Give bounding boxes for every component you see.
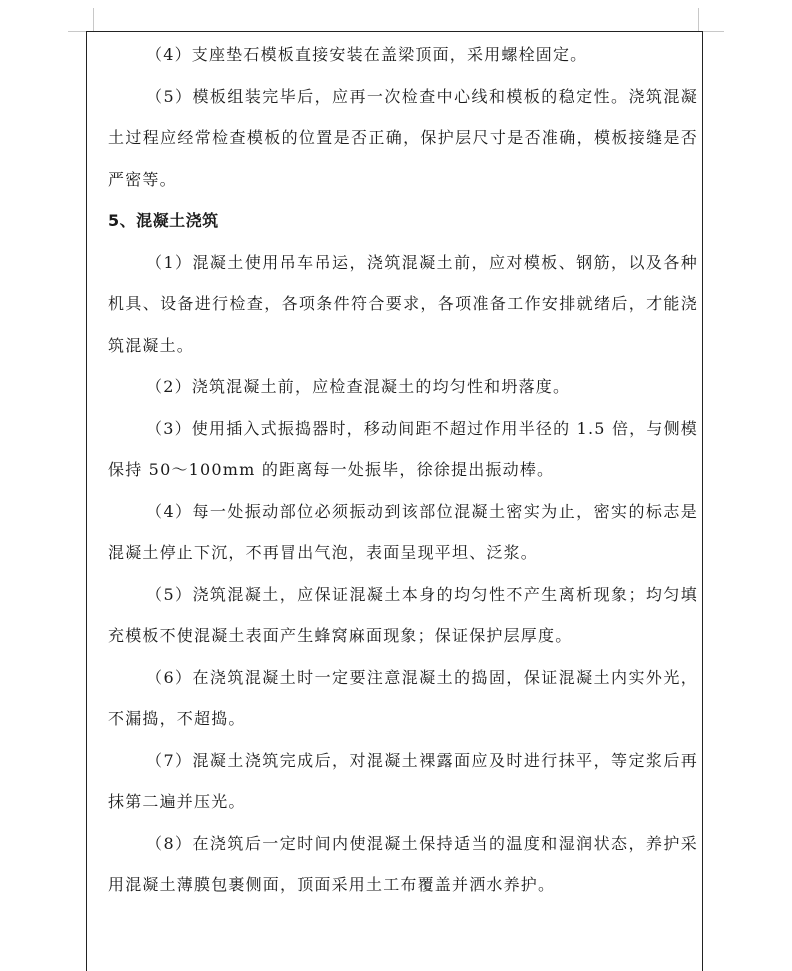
paragraph-item-4-vibration-compaction: （4）每一处振动部位必须振动到该部位混凝土密实为止，密实的标志是混凝土停止下沉，不再冒出气泡，表面呈现平坦、泛浆。 — [108, 501, 698, 562]
paragraph-item-6-tamping: （6）在浇筑混凝土时一定要注意混凝土的捣固，保证混凝土内实外光，不漏捣，不超捣。 — [108, 667, 698, 728]
paragraph-item-7-finishing: （7）混凝土浇筑完成后，对混凝土裸露面应及时进行抹平，等定浆后再抹第二遍并压光。 — [108, 750, 698, 811]
crop-mark-top-left-vertical — [93, 8, 94, 32]
document-body — [108, 34, 698, 906]
paragraph-item-5-uniformity: （5）浇筑混凝土，应保证混凝土本身的均匀性不产生离析现象；均匀填充模板不使混凝土表面产生蜂窝麻面现象；保证保护层厚度。 — [108, 584, 698, 645]
paragraph-item-8-curing: （8）在浇筑后一定时间内使混凝土保持适当的温度和湿润状态，养护采用混凝土薄膜包裹侧面，顶面采用土工布覆盖并洒水养护。 — [108, 833, 698, 894]
paragraph-item-3-vibrator: （3）使用插入式振捣器时，移动间距不超过作用半径的 1.5 倍，与侧模保持 50～100mm 的距离每一处振毕，徐徐提出振动棒。 — [108, 418, 698, 479]
paragraph-item-4-bearing-formwork: （4）支座垫石模板直接安装在盖梁顶面，采用螺栓固定。 — [146, 45, 588, 64]
section-heading-concrete-pouring: 5、混凝土浇筑 — [108, 211, 219, 230]
paragraph-item-5-formwork-check: （5）模板组装完毕后，应再一次检查中心线和模板的稳定性。浇筑混凝土过程应经常检查模板的位置是否正确，保护层尺寸是否准确，模板接缝是否严密等。 — [108, 86, 698, 189]
crop-mark-top-right-vertical — [698, 8, 699, 32]
paragraph-item-2-slump-check: （2）浇筑混凝土前，应检查混凝土的均匀性和坍落度。 — [146, 377, 571, 396]
paragraph-item-1-crane-transport: （1）混凝土使用吊车吊运，浇筑混凝土前，应对模板、钢筋，以及各种机具、设备进行检查，各项条件符合要求，各项准备工作安排就绪后，才能浇筑混凝土。 — [108, 252, 698, 355]
